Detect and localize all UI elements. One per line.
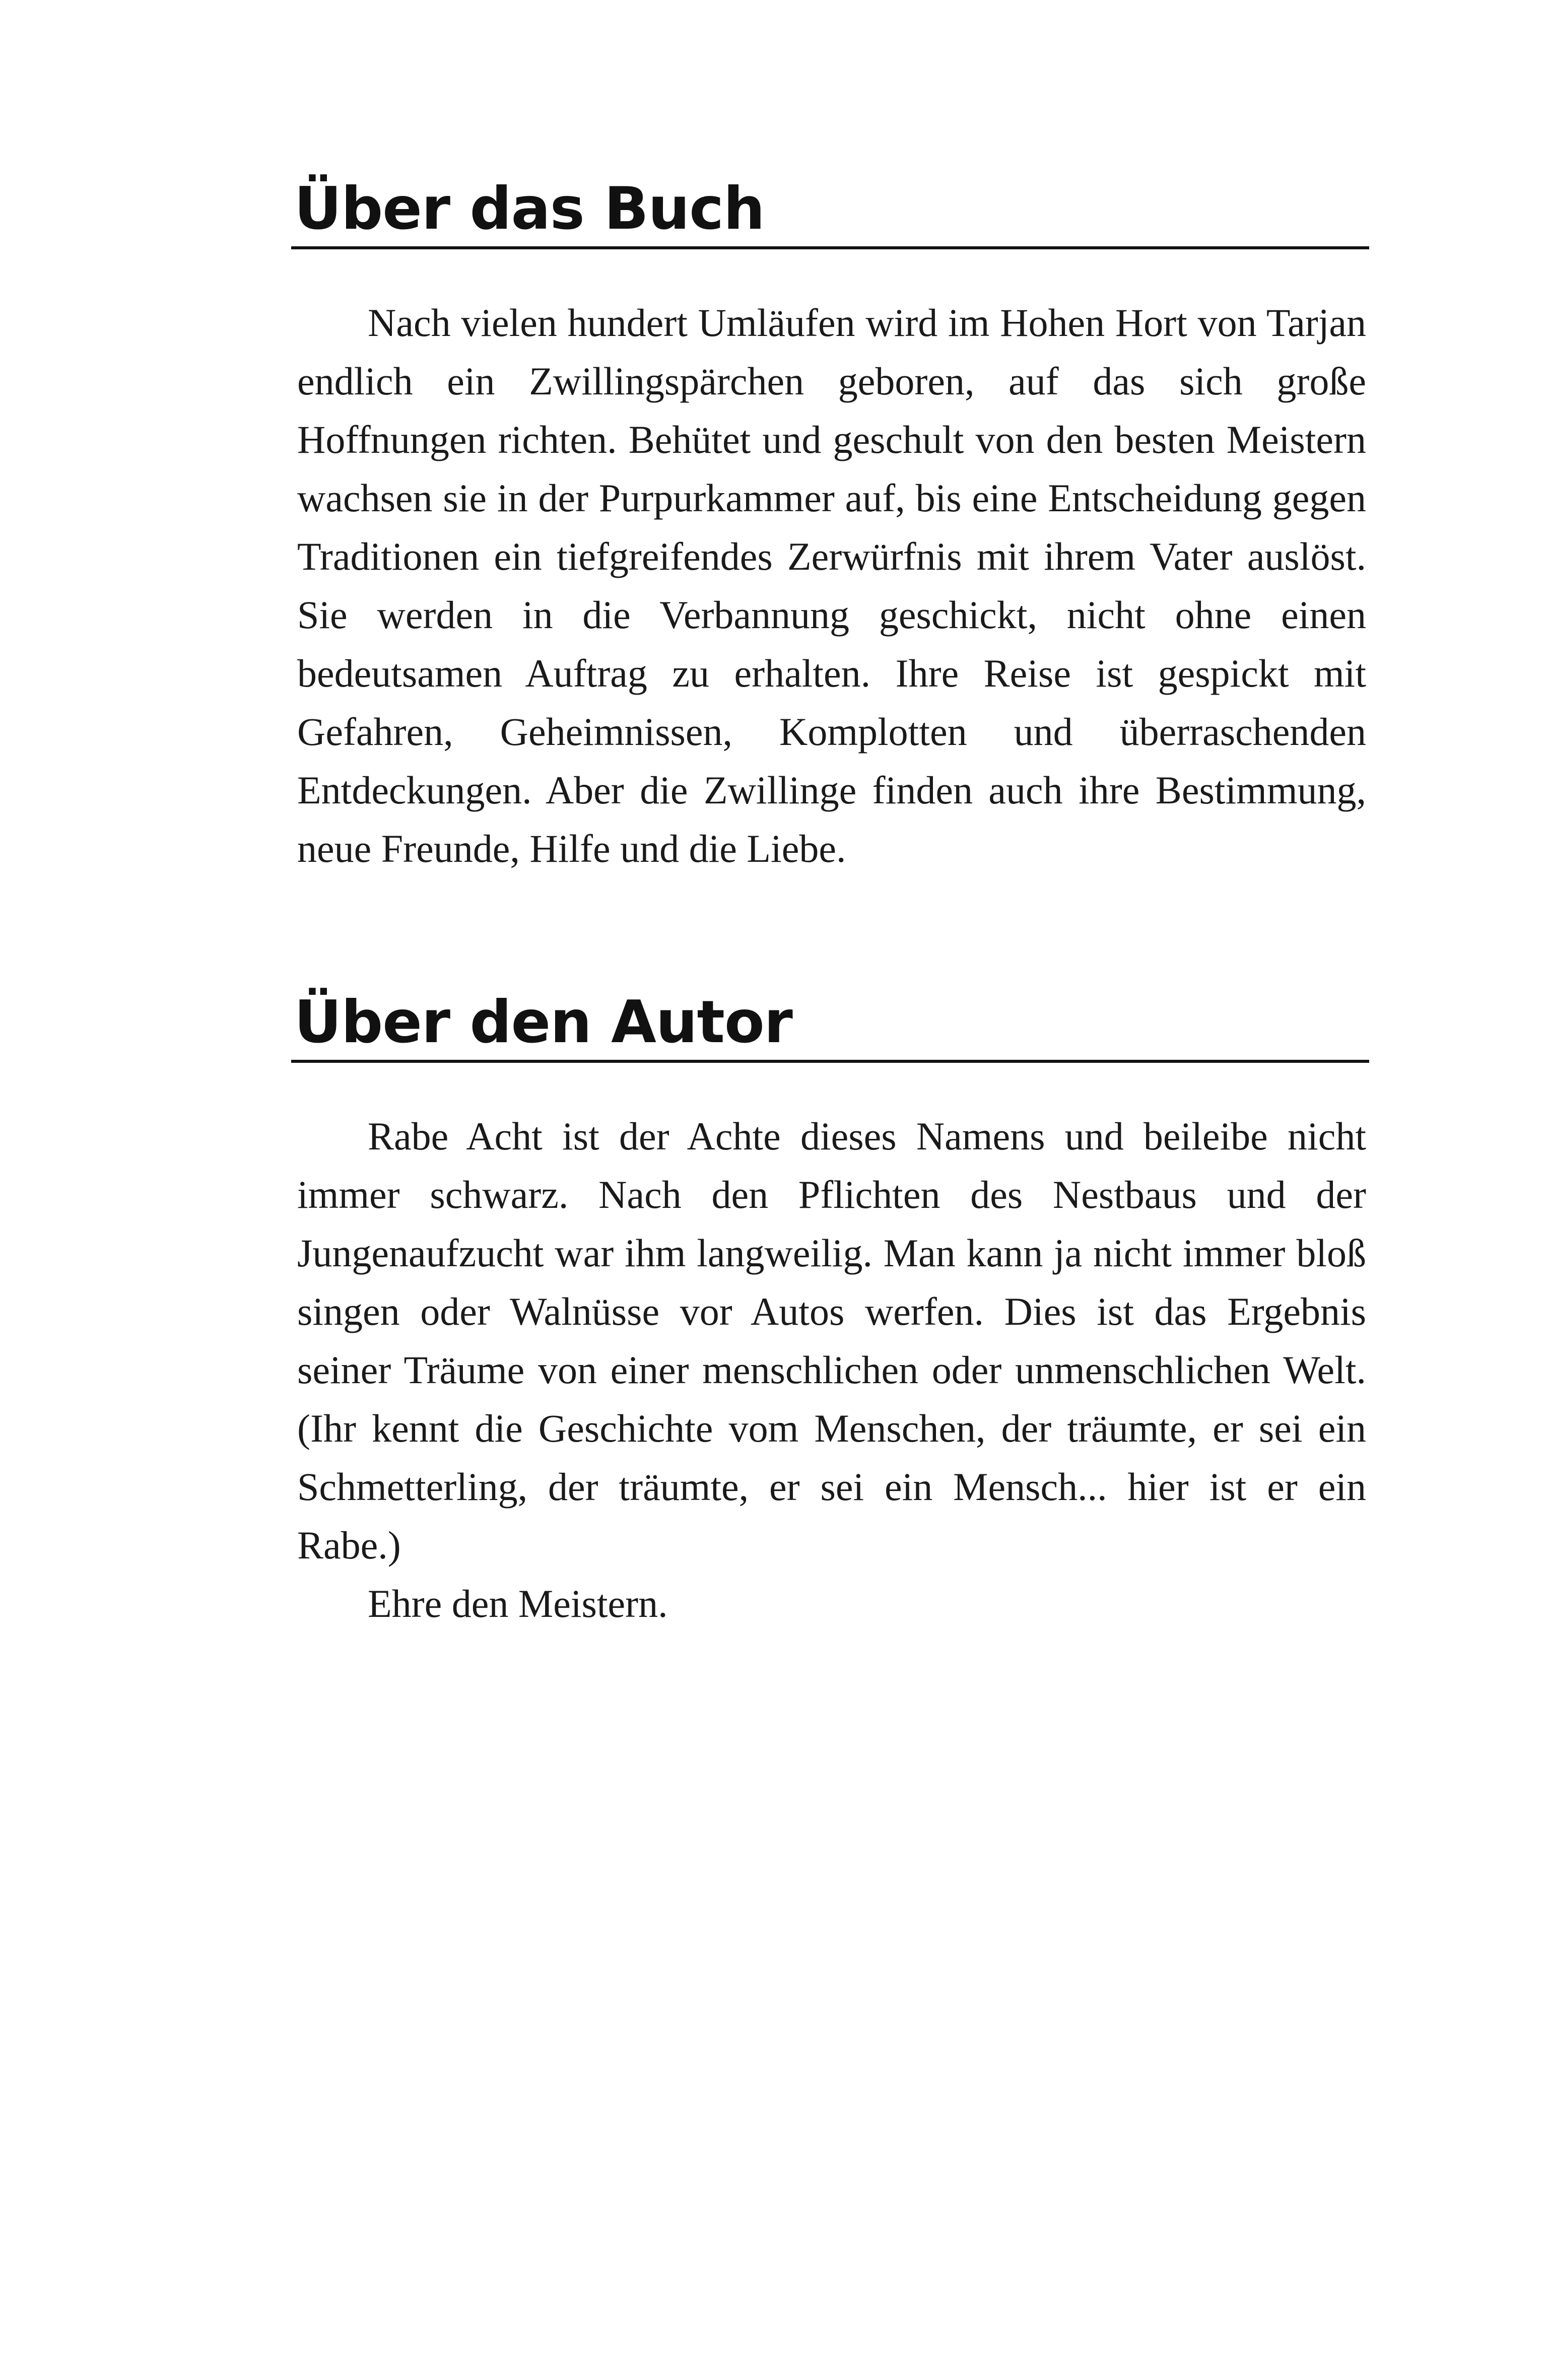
- about-author-section: [291, 987, 1369, 1633]
- heading-underline: [291, 246, 1369, 249]
- about-book-section: [291, 174, 1369, 878]
- about-book-paragraph: Nach vielen hundert Umläufen wird im Hohen Hort von Tarjan endlich ein Zwillingspärchen geboren, auf das sich große Hoffnungen richten. Behütet und geschult von den besten Meistern wachsen sie in der Purpurkammer auf, bis eine Entscheidung gegen Traditionen ein tiefgreifendes Zerwürfnis mit ihrem Vater auslöst. Sie werden in die Verbannung geschickt, nicht ohne einen bedeutsamen Auftrag zu erhalten. Ihre Reise ist gespickt mit Gefahren, Geheimnissen, Komplotten und überraschenden Entdeckungen. Aber die Zwillinge finden auch ihre Bestimmung, neue Freunde, Hilfe und die Liebe.: [297, 301, 1366, 870]
- about-author-paragraph: Rabe Acht ist der Achte dieses Namens und beileibe nicht immer schwarz. Nach den Pflichten des Nestbaus und der Jungenaufzucht war ihm langweilig. Man kann ja nicht immer bloß singen oder Walnüsse vor Autos werfen. Dies ist das Ergebnis seiner Träume von einer menschlichen oder unmenschlichen Welt. (Ihr kennt die Geschichte vom Menschen, der träumte, er sei ein Schmetterling, der träumte, er sei ein Mensch... hier ist er ein Rabe.): [297, 1114, 1366, 1567]
- about-author-body: [291, 1107, 1369, 1633]
- about-author-heading: Über den Autor: [294, 988, 792, 1056]
- about-book-heading: Über das Buch: [294, 175, 765, 243]
- about-book-body: [291, 294, 1369, 878]
- about-author-closing: Ehre den Meistern.: [368, 1582, 668, 1625]
- heading-underline: [291, 1060, 1369, 1063]
